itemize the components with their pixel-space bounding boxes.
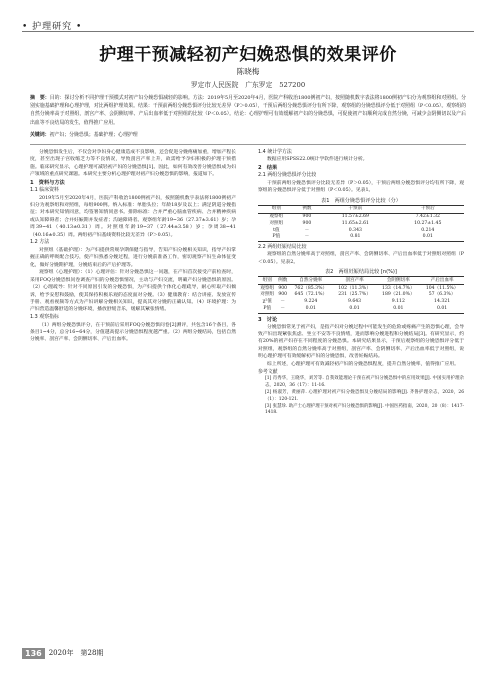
- table-cell: 7.42±1.32: [415, 214, 440, 220]
- conclusion-paragraph: 综上所述，心理护理可有效减轻初产妇的分娩恐惧程度，提升自然分娩率，值得推广应用。: [267, 361, 459, 367]
- table-cell: 9.643: [347, 299, 362, 305]
- outcomes-paragraph: 观察组的自然分娩率高于对照组，剖宫产率、会阴侧切率、产后出血率低于对照组对照组（P＜0.05）。见表2。: [258, 252, 464, 265]
- table1-caption: 表1 两组分娩恐惧评分比较（分）: [321, 197, 401, 204]
- table2-caption: 表2 两组妊娠结局比较 [n(%)]: [325, 269, 397, 276]
- intro-paragraph: 分娩恐惧发生后，不仅会对孕妇身心健康造成不良影响，还会促进分娩疼痛加重，增加产程长度，甚至出现子宫收缩乏力等不良情况，导致剖宫产率上升，故需给予孕妇积极的护理干预措施。临床研究显示，心理护理可减轻初产妇的分娩恐惧[1]。因此，如何有效改善分娩恐惧成为妇产领域的重点研究课题。本研究主要分析心理护理对初产妇分娩恐惧的影响，报道如下。: [30, 150, 236, 178]
- abstract-divider: [30, 144, 466, 145]
- indicators-paragraph: （1）两组分娩恐惧评分，在干预前后采用FOQ分娩恐惧问卷[2]测评，共包含16个条目，各条目1~4分，总分16~64分，分值越高提示分娩恐惧程度越严重。（2）两组分娩结局，包括自然分娩率、剖宫产率、会阴侧切率、产后出血率。: [30, 322, 236, 343]
- table-2: [258, 276, 464, 313]
- table-cell: 900: [278, 292, 288, 298]
- table1-header: 干预后: [392, 205, 464, 213]
- table-cell: 900: [302, 220, 312, 226]
- table-cell: 57（6.3%）: [428, 292, 456, 298]
- observation-group-paragraph: 观察组（心理护理）：（1）心理评估：针对分娩恐惧这一问题，在产妇首次接受产前检查时，采用FOQ分娩恐惧问卷调查产妇的分娩恐惧情况，主动与产妇交流，明确产妇分娩恐惧的原因。（2）心理疏导：针对不同原因引发的分娩恐惧，为产妇提供个体化心理疏导，耐心听取产妇倾诉，给予安慰和鼓励，使其保持积极乐观的态度面对分娩。（3）健康教育：结合讲座、发放宣传手册、观看视频等方式为产妇讲解分娩相关知识，提高其对分娩的正确认知。（4）环境护理：为产妇营造温馨舒适的分娩环境，播放舒缓音乐，缓解其紧张情绪。: [30, 270, 236, 313]
- table-cell: 0.01: [420, 306, 464, 313]
- keywords: [30, 131, 466, 139]
- keywords-label: 关键词：: [30, 132, 50, 138]
- table-row: [258, 292, 464, 299]
- clinical-data-paragraph: 2019年5月至2020年4月，医院产科收治1800例初产妇，按照随机数字表法将1800例初产妇分为观察组和对照组，每组900例。纳入标准：单胎头位；年龄18岁及以上；满足阴道分娩指征；对本研究知情同意，均签署知情同意书。排除标准：合并严重心脑血管疾病、合并精神疾病或认知障碍者；合并妊娠期并发症者；沟通障碍者。观察组年龄19~36（27.37±3.61）岁；孕周39~41（40.13±0.31）周。对照组年龄19~37（27.44±3.58）岁；孕周38~41（40.16±0.35）周。两组初产妇基线资料比较无差异（P＞0.05）。: [30, 195, 236, 238]
- table-cell: 14.321: [434, 299, 451, 305]
- table-row: [258, 221, 464, 228]
- left-column: [30, 149, 236, 344]
- table-cell: －: [304, 227, 310, 233]
- table2-header: 剖宫产率: [333, 277, 377, 285]
- right-column: [258, 149, 464, 418]
- table-cell: P值: [258, 306, 277, 313]
- table2-header: 产后出血率: [420, 277, 464, 285]
- heading-discussion: 3 讨论: [258, 316, 278, 323]
- table1-header: 干预前: [319, 205, 391, 213]
- table-cell: 11.65±2.61: [341, 220, 369, 226]
- table-cell: 133（14.7%）: [382, 285, 415, 291]
- page-number: 136: [22, 648, 45, 659]
- table-cell: －: [277, 306, 289, 313]
- table-cell: 102（11.3%）: [338, 285, 371, 291]
- issue-label: 2020年 第28期: [48, 649, 104, 657]
- table-cell: 189（21.0%）: [382, 292, 415, 298]
- running-header: [22, 14, 474, 30]
- table-row: [258, 299, 464, 306]
- keywords-text: 初产妇；分娩恐惧；基础护理；心理护理: [49, 132, 138, 138]
- table2-header: 例数: [277, 277, 289, 285]
- heading-outcomes: 2.2 两组妊娠结局比较: [258, 243, 307, 250]
- table2-header: 组别: [258, 277, 277, 285]
- table-cell: 0.01: [289, 306, 333, 313]
- table-cell: 观察组: [260, 285, 275, 291]
- table-cell: 104（11.5%）: [425, 285, 459, 291]
- heading-methods: 1.2 方法: [30, 239, 50, 246]
- fear-scores-paragraph: 干预前两组分娩恐惧评分比较无差异（P＞0.05），干预后两组分娩恐惧评分均有所下降，观察组的分娩恐惧评分低于对照组（P＜0.05）。见表1。: [258, 180, 464, 194]
- table-cell: －: [295, 234, 319, 241]
- table-row: [258, 227, 464, 234]
- table-cell: 11.57±2.69: [341, 214, 369, 220]
- affiliation: 罗定市人民医院 广东罗定 527200: [190, 81, 306, 89]
- author: 陈晓梅: [236, 67, 260, 76]
- abstract: [30, 94, 466, 127]
- table-cell: 231（25.7%）: [338, 292, 371, 298]
- table-row: [258, 234, 464, 241]
- table-cell: 0.01: [333, 306, 377, 313]
- table-cell: 0.01: [392, 234, 464, 241]
- table-cell: 对照组: [260, 292, 275, 298]
- page-footer: [22, 646, 103, 660]
- table-cell: 对照组: [269, 220, 284, 226]
- table-cell: －: [280, 299, 286, 305]
- statistics-paragraph: 数据应用SPSS22.0统计学软件进行统计分析。: [267, 157, 368, 163]
- table-cell: 762（85.3%）: [294, 285, 328, 291]
- table1-header: 组别: [258, 205, 295, 213]
- table-cell: 0.214: [421, 227, 435, 233]
- table-1: [258, 205, 464, 242]
- heading-results: 2 结果: [258, 165, 278, 172]
- article-title: 护理干预减轻初产妇娩恐惧的效果评价: [99, 45, 397, 65]
- table-cell: 0.343: [348, 227, 362, 233]
- section-label: • 护理研究 •: [22, 22, 83, 32]
- heading-indicators: 1.3 观察指标: [30, 314, 59, 321]
- table-cell: 645（72.1%）: [294, 292, 328, 298]
- table-row: [258, 213, 464, 220]
- reference-item: [1] 肖秀华，王晓华，刘芳等. 自我效能理论干预在初产妇分娩恐惧中的应用效果[J]. 中国实用护理杂志，2020，36（17）：11-16.: [265, 376, 464, 388]
- heading-fear-scores: 2.1 两组分娩恐惧评分比较: [258, 172, 317, 179]
- control-group-paragraph: 对照组（基础护理）：为产妇提供常规孕期保健与指导，告知产妇分娩相关知识，指导产妇掌握正确的呼吸配合技巧，使产妇熟悉分娩过程，进行分娩前准备工作，密切观察产妇生命体征变化，做好分娩期护理，分娩结束后的产后护理等。: [30, 247, 236, 268]
- table-cell: t值: [273, 227, 280, 233]
- table2-header: 会阴侧切率: [376, 277, 420, 285]
- abstract-text: 目的：探讨分析不同护理干预模式对初产妇分娩恐惧减轻的影响。方法：2019年5月至2020年4月，医院产科收治1800例初产妇，按照随机数字表法将1800例初产妇分为观察组和对照组。分别实施基础护理和心理护理，对比两组护理效果。结果：干预前两组分娩恐惧评分比较无差异（P＞0.05），干预后两组分娩恐惧评分有所下降，观察组的分娩恐惧评分低于对照组（P＜0.05）。观察组的自然分娩率高于对照组，剖宫产率、会阴侧切率、产后出血率低于对照组的比较（P＜0.05）。结论：心理护理可有效缓解初产妇的分娩恐惧，可促使初产妇顺利完成自然分娩，可减少会阴侧切以及产后出血等不良结局的发生，值得推广应用。: [30, 95, 466, 126]
- table-cell: 900: [278, 285, 288, 291]
- table-cell: 10.27±1.45: [414, 220, 442, 226]
- table2-header: 自然分娩率: [289, 277, 333, 285]
- table-cell: 900: [302, 214, 312, 220]
- reference-item: [3] 张慧珍. 助产士心理护理干预对初产妇分娩恐惧的影响[J]. 中国医药指南，2020，20（8）：1417-1418.: [265, 403, 464, 416]
- table-cell: P值: [258, 234, 295, 241]
- table-cell: 9.112: [391, 299, 405, 305]
- table-cell: 观察组: [269, 214, 284, 220]
- table-cell: 0.01: [376, 306, 420, 313]
- table-cell: 0.81: [319, 234, 391, 241]
- reference-item: [2] 杨淑芳，黄丽萍. 心理护理对初产妇分娩恐惧及分娩结局的影响[J]. 齐鲁护理杂志，2020，26（1）：120-121.: [265, 389, 464, 402]
- header-rule: [22, 31, 474, 32]
- table-cell: 9.224: [304, 299, 318, 305]
- heading-materials-methods: 1 资料与方法: [30, 180, 65, 187]
- table-cell: χ²值: [262, 299, 272, 305]
- heading-statistics: 1.4 统计学方法: [258, 149, 292, 155]
- table1-header: 例数: [295, 205, 319, 213]
- discussion-paragraph: 分娩恐惧常见于初产妇，是指产妇对分娩过程中可能发生的危险或疼痛产生的恐惧心理，会导致产妇出现紧张焦虑、坐立不安等不良情绪，进而影响分娩进程和分娩结局[3]。有研究显示，约有20%的初产妇存在不同程度的分娩恐惧。本研究结果显示，干预后观察组的分娩恐惧评分低于对照组，观察组的自然分娩率高于对照组，剖宫产率、会阴侧切率、产后出血率低于对照组，说明心理护理可有效缓解初产妇的分娩恐惧，改善妊娠结局。: [258, 324, 464, 360]
- heading-clinical-data: 1.1 临床资料: [30, 187, 59, 194]
- abstract-label: 摘 要：: [30, 95, 50, 101]
- table-row: [258, 306, 464, 313]
- heading-references: 参考文献: [258, 368, 278, 375]
